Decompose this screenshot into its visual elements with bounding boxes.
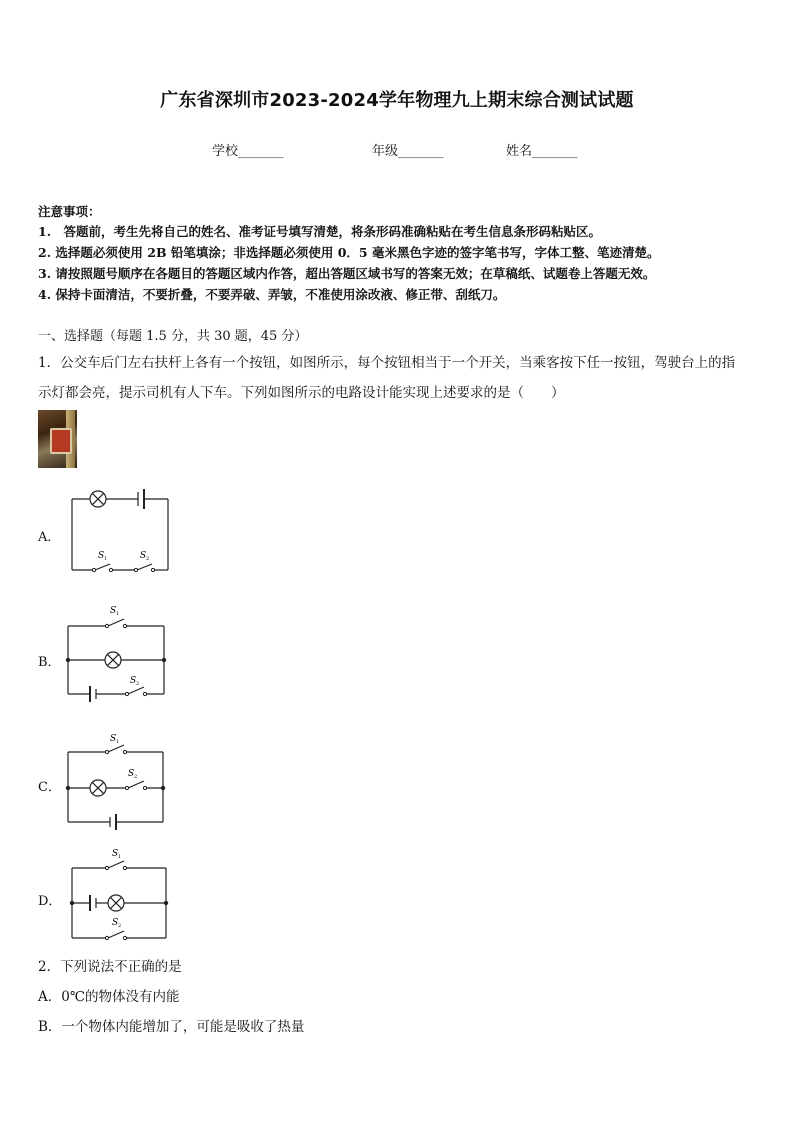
notice-item: 1. 答题前，考生先将自己的姓名、准考证号填写清楚，将条形码准确粘贴在考生信息条形码粘贴区。 <box>38 224 602 239</box>
notice-item: 2. 选择题必须使用 2B 铅笔填涂；非选择题必须使用 0．5 毫米黑色字迹的签字笔书写，字体工整、笔迹清楚。 <box>38 245 660 260</box>
switch-subscript: 2 <box>136 681 140 687</box>
section-heading: 一、选择题（每题 1.5 分，共 30 题，45 分） <box>38 329 308 344</box>
switch-label: S <box>98 551 105 561</box>
school-field: 学校_______ <box>212 144 284 159</box>
switch-subscript: 1 <box>116 611 120 617</box>
option-c-label[interactable]: C． <box>38 780 61 795</box>
notice-item: 4. 保持卡面清洁，不要折叠，不要弄破、弄皱，不准使用涂改液、修正带、刮纸刀。 <box>38 287 506 302</box>
circuit-diagram-d <box>60 842 180 952</box>
option-a-label[interactable]: A． <box>38 530 61 545</box>
question-2-stem: 2．下列说法不正确的是 <box>38 959 182 975</box>
switch-label: S <box>112 918 119 928</box>
switch-subscript: 2 <box>146 556 150 562</box>
circuit-diagram-c <box>60 728 180 838</box>
switch-subscript: 1 <box>118 854 122 860</box>
switch-label: S <box>110 734 117 744</box>
circuit-diagram-b <box>60 600 180 710</box>
question-2-option-a[interactable]: A．0℃的物体没有内能 <box>38 989 180 1005</box>
switch-subscript: 2 <box>118 923 122 929</box>
switch-label: S <box>140 551 147 561</box>
grade-field: 年级_______ <box>372 144 444 159</box>
question-1-line-1: 1．公交车后门左右扶杆上各有一个按钮，如图所示，每个按钮相当于一个开关，当乘客按下任一按钮，驾驶台上的指 <box>38 355 736 371</box>
switch-label: S <box>128 769 135 779</box>
question-2-option-b[interactable]: B．一个物体内能增加了，可能是吸收了热量 <box>38 1019 305 1035</box>
question-1-line-2: 示灯都会亮，提示司机有人下车。下列如图所示的电路设计能实现上述要求的是（ ） <box>38 385 565 401</box>
switch-subscript: 2 <box>134 774 138 780</box>
option-b-label[interactable]: B． <box>38 655 61 670</box>
switch-label: S <box>112 849 119 859</box>
bus-button-photo <box>38 410 77 468</box>
switch-label: S <box>130 676 137 686</box>
option-d-label[interactable]: D． <box>38 894 62 909</box>
switch-label: S <box>110 606 117 616</box>
name-field: 姓名_______ <box>506 144 578 159</box>
notice-item: 3. 请按照题号顺序在各题目的答题区域内作答，超出答题区域书写的答案无效；在草稿纸、试题卷上答题无效。 <box>38 266 656 281</box>
circuit-diagram-a <box>60 484 180 580</box>
switch-subscript: 1 <box>104 556 108 562</box>
page-title: 广东省深圳市2023-2024学年物理九上期末综合测试试题 <box>160 90 634 111</box>
notice-heading: 注意事项： <box>38 204 101 219</box>
switch-subscript: 1 <box>116 739 120 745</box>
